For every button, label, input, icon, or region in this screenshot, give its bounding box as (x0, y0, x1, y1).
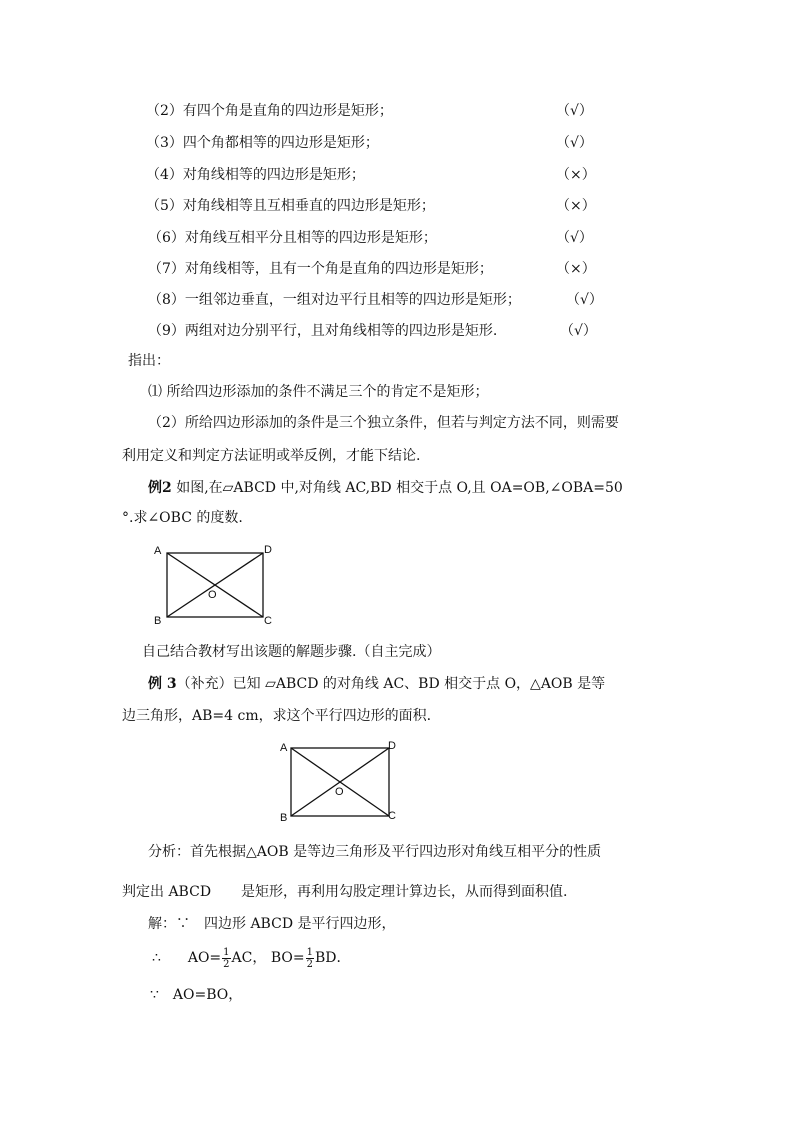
item-8: （8）一组邻边垂直，一组对边平行且相等的四边形是矩形； (148, 292, 521, 308)
example-2-line-1 (148, 478, 623, 498)
item-7-mark: （×） (556, 261, 596, 277)
item-9-mark: （√） (560, 323, 597, 339)
solution-line-2 (152, 945, 350, 971)
note-point-2-continued: 利用定义和判定方法证明或举反例，才能下结论. (122, 448, 421, 464)
half-numerator-1: 1 (223, 946, 230, 958)
item-7: （7）对角线相等，且有一个角是直角的四边形是矩形； (148, 261, 493, 277)
half-denominator-1: 2 (223, 958, 230, 970)
half-denominator-2: 2 (306, 958, 313, 970)
item-2-mark: （√） (556, 103, 593, 119)
item-4-mark: （×） (556, 167, 596, 183)
item-3: （3）四个角都相等的四边形是矩形； (146, 135, 379, 151)
item-8-mark: （√） (566, 292, 603, 308)
half-fraction-2 (306, 947, 314, 970)
bo-label: BO= (270, 950, 305, 966)
figure-2-label-b: B (280, 812, 288, 824)
figure-1-label-a: A (154, 545, 162, 557)
half-numerator-2: 1 (306, 946, 313, 958)
example-2-label: 例2 (148, 480, 172, 496)
solution-line-1: 解：∵ 四边形 ABCD 是平行四边形， (148, 916, 396, 932)
figure-1-label-b: B (154, 615, 162, 627)
example-2-self-study: 自己结合教材写出该题的解题步骤.（自主完成） (142, 644, 441, 660)
half-fraction-1 (222, 947, 230, 970)
therefore-symbol: ∴ (152, 950, 161, 966)
item-9: （9）两组对边分别平行，且对角线相等的四边形是矩形. (148, 323, 498, 339)
bd-label: BD． (314, 950, 351, 966)
figure-1-label-d: D (264, 544, 272, 556)
note-point-2: （2）所给四边形添加的条件是三个独立条件，但若与判定方法不同，则需要 (148, 415, 619, 431)
item-5: （5）对角线相等且互相垂直的四边形是矩形； (146, 198, 435, 214)
analysis-line-1: 分析：首先根据△AOB 是等边三角形及平行四边形对角线互相平分的性质 (148, 844, 602, 860)
figure-1-label-o: O (208, 589, 217, 601)
analysis-line-2-start: 判定出 ABCD (122, 884, 212, 900)
analysis-line-2 (122, 882, 568, 902)
analysis-line-2-end: 是矩形，再利用勾股定理计算边长，从而得到面积值. (241, 884, 568, 900)
ao-label: AO= (187, 950, 222, 966)
example-3-line-1 (148, 674, 605, 694)
item-6: （6）对角线互相平分且相等的四边形是矩形； (148, 230, 437, 246)
figure-2-label-a: A (280, 742, 288, 754)
ac-label: AC， (231, 950, 267, 966)
because-symbol: ∵ (150, 987, 159, 1003)
item-6-mark: （√） (556, 230, 593, 246)
solution-line-3 (150, 985, 242, 1005)
item-3-mark: （√） (556, 135, 593, 151)
example-3-label: 例 3 (148, 676, 177, 692)
figure-2-label-o: O (335, 786, 344, 798)
item-2: （2）有四个角是直角的四边形是矩形； (146, 103, 393, 119)
item-5-mark: （×） (556, 198, 596, 214)
example-3-question: （补充）已知 ▱ABCD 的对角线 AC、BD 相交于点 O，△AOB 是等 (176, 676, 606, 692)
rectangle-figure-2 (286, 738, 396, 828)
figure-2-label-c: C (388, 810, 396, 822)
example-2-line-2: °.求∠OBC 的度数. (122, 510, 243, 526)
item-4: （4）对角线相等的四边形是矩形； (146, 167, 365, 183)
example-2-question: 如图,在▱ABCD 中,对角线 AC,BD 相交于点 O,且 OA=OB,∠OBA=50 (171, 480, 623, 496)
example-3-line-2: 边三角形，AB=4 cm，求这个平行四边形的面积. (122, 708, 432, 724)
note-point-1: ⑴ 所给四边形添加的条件不满足三个的肯定不是矩形； (148, 384, 489, 400)
note-title: 指出： (128, 353, 170, 369)
rectangle-figure-1 (160, 545, 300, 635)
figure-1-label-c: C (264, 615, 272, 627)
ao-equals-bo: AO=BO， (172, 987, 243, 1003)
figure-2-label-d: D (388, 740, 396, 752)
